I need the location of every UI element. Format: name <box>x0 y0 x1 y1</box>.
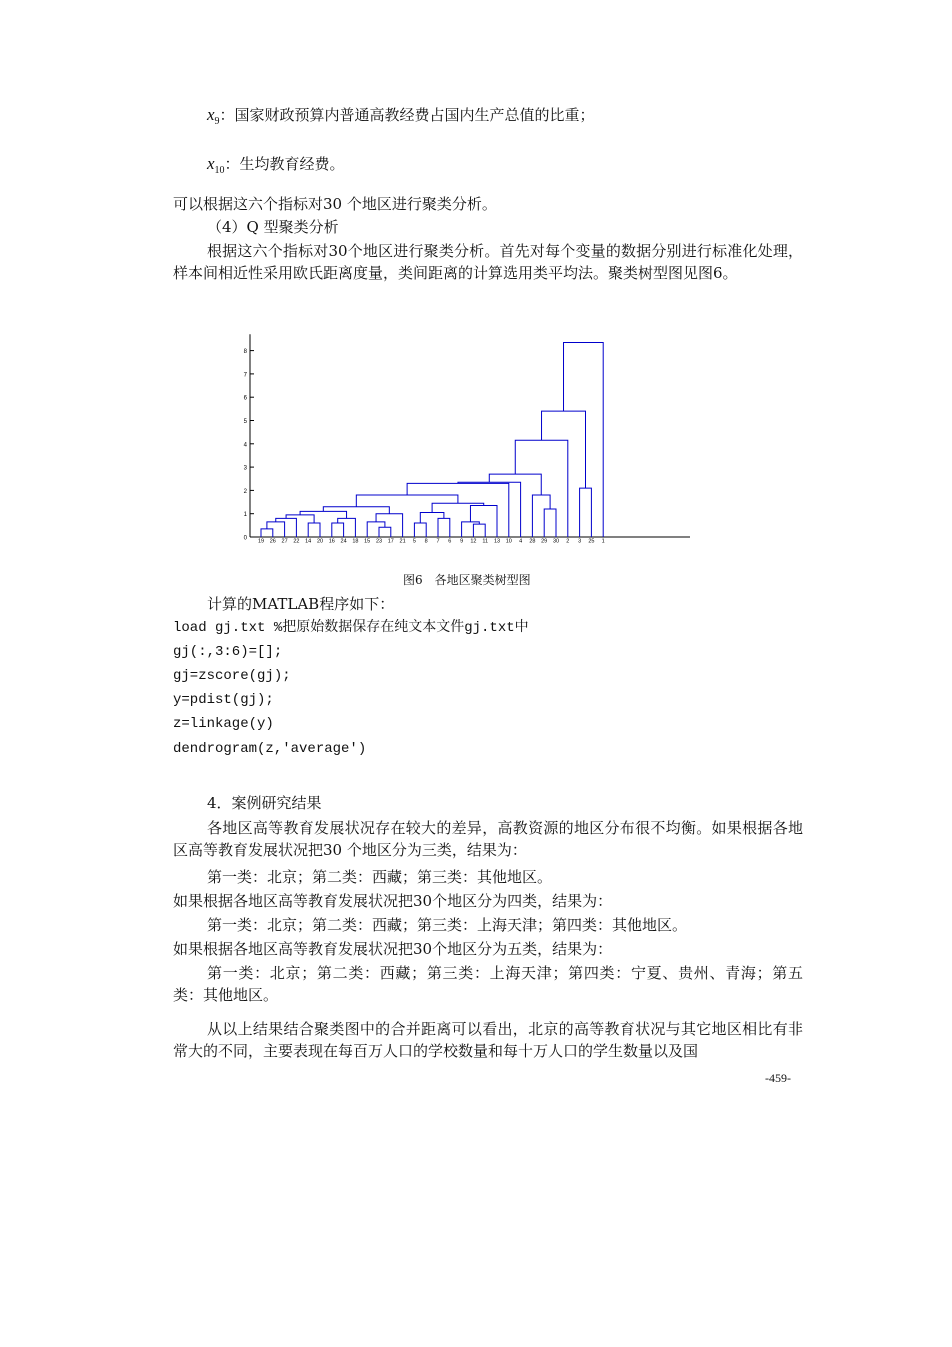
leaf-label: 16 <box>328 538 335 545</box>
y-tick-label: 7 <box>243 372 247 379</box>
dendrogram-link <box>438 518 450 537</box>
y-tick-label: 4 <box>243 442 247 449</box>
dendrogram-link <box>470 506 497 537</box>
leaf-label: 24 <box>340 538 347 545</box>
dendrogram-link <box>308 523 320 537</box>
leaf-label: 8 <box>424 538 428 545</box>
leaf-label: 22 <box>293 538 300 545</box>
dendrogram-link <box>323 507 389 514</box>
leaf-label: 21 <box>399 538 406 545</box>
leaf-label: 11 <box>482 538 489 545</box>
code-line-1: load gj.txt %把原始数据保存在纯文本文件gj.txt中 <box>173 620 529 636</box>
four-class-intro: 如果根据各地区高等教育发展状况把30个地区分为四类，结果为： <box>173 892 613 910</box>
leaf-label: 12 <box>470 538 477 545</box>
dendrogram-link <box>338 518 356 537</box>
three-class-result: 第一类：北京；第二类：西藏；第三类：其他地区。 <box>207 868 553 886</box>
dendrogram-link <box>332 523 344 537</box>
leaf-label: 1 <box>601 538 605 545</box>
five-class-intro: 如果根据各地区高等教育发展状况把30个地区分为五类，结果为： <box>173 940 613 958</box>
dendrogram-link <box>407 483 509 537</box>
dendrogram-link <box>564 342 604 537</box>
dendrogram-link <box>542 411 586 488</box>
code-line-6: dendrogram(z,'average') <box>173 741 367 757</box>
leaf-label: 18 <box>352 538 359 545</box>
dendrogram-link <box>414 523 426 537</box>
results-paragraph-1: 各地区高等教育发展状况存在较大的差异，高教资源的地区分布很不均衡。如果根据各地区高等教育发展状况把30 个地区分为三类，结果为： <box>173 819 803 859</box>
y-tick-label: 5 <box>243 419 247 425</box>
dendrogram-link <box>267 522 285 537</box>
y-tick-label: 1 <box>243 512 247 519</box>
y-tick-label: 3 <box>243 465 247 472</box>
matlab-intro: 计算的MATLAB程序如下： <box>207 595 395 613</box>
var-x10-text: ：生均教育经费。 <box>224 155 345 173</box>
dendrogram-link <box>376 514 403 537</box>
dendrogram-link <box>367 522 385 537</box>
leaf-label: 17 <box>387 538 394 545</box>
y-tick-label: 8 <box>243 349 247 356</box>
var-x10-symbol: $x_{10}$ <box>207 154 225 176</box>
y-tick-label: 0 <box>243 535 247 542</box>
code-line-2: gj(:,3:6)=[]; <box>173 644 283 660</box>
leaf-label: 29 <box>541 538 548 545</box>
leaf-label: 2 <box>566 538 570 545</box>
y-tick-label: 6 <box>243 395 247 402</box>
dendrogram-link <box>489 474 541 495</box>
dendrogram-link <box>458 482 521 537</box>
leaf-label: 28 <box>529 538 536 545</box>
dendrogram-link <box>473 524 485 537</box>
dendrogram-figure <box>228 330 708 550</box>
dendrogram-link <box>432 503 484 512</box>
var-x9-text: ：国家财政预算内普通高教经费占国内生产总值的比重； <box>219 106 595 124</box>
dendrogram-link <box>276 518 297 537</box>
dendrogram-link <box>261 529 273 537</box>
var-x10-line <box>207 153 345 182</box>
figure-caption: 图6 各地区聚类树型图 <box>403 573 531 587</box>
leaf-label: 25 <box>588 538 595 545</box>
leaf-label: 23 <box>375 538 383 545</box>
results-heading: 4．案例研究结果 <box>207 794 322 812</box>
leaf-label: 19 <box>257 538 265 545</box>
leaf-label: 27 <box>281 538 288 545</box>
leaf-label: 13 <box>493 538 501 545</box>
section4-paragraph: 根据这六个指标对30个地区进行聚类分析。首先对每个变量的数据分别进行标准化处理，样本间相近性采用欧氏距离度量，类间距离的计算选用类平均法。聚类树型图见图6。 <box>173 242 803 282</box>
final-paragraph: 从以上结果结合聚类图中的合并距离可以看出，北京的高等教育状况与其它地区相比有非常大的不同，主要表现在每百万人口的学校数量和每十万人口的学生数量以及国 <box>173 1020 803 1060</box>
code-line-3: gj=zscore(gj); <box>173 668 291 684</box>
leaf-label: 4 <box>519 538 523 545</box>
four-class-result: 第一类：北京；第二类：西藏；第三类：上海天津；第四类：其他地区。 <box>207 916 688 934</box>
leaf-label: 30 <box>552 538 560 545</box>
code-line-5: z=linkage(y) <box>173 716 274 732</box>
five-class-result: 第一类：北京；第二类：西藏；第三类：上海天津；第四类：宁夏、贵州、青海；第五类：其他地区。 <box>173 964 803 1004</box>
section4-heading: （4）Q 型聚类分析 <box>207 218 339 236</box>
leaf-label: 7 <box>436 538 440 545</box>
code-line-4: y=pdist(gj); <box>173 692 274 708</box>
dendrogram-link <box>420 513 444 523</box>
dendrogram-link <box>286 515 314 523</box>
var-x9-line <box>207 104 595 133</box>
dendrogram-link <box>544 509 556 537</box>
leaf-label: 3 <box>578 538 582 545</box>
var-x9-symbol: $x_9$ <box>207 105 220 127</box>
intro-line: 可以根据这六个指标对30 个地区进行聚类分析。 <box>173 195 497 213</box>
dendrogram-link <box>356 495 458 507</box>
leaf-label: 26 <box>269 538 276 545</box>
leaf-label: 20 <box>316 538 324 545</box>
leaf-label: 14 <box>305 538 312 545</box>
dendrogram-link <box>379 527 391 537</box>
leaf-label: 10 <box>505 538 512 545</box>
y-tick-label: 2 <box>243 488 247 495</box>
leaf-label: 9 <box>460 538 464 545</box>
leaf-label: 6 <box>448 538 452 545</box>
page-number: -459- <box>765 1071 791 1085</box>
dendrogram-link <box>580 488 592 537</box>
leaf-label: 15 <box>364 538 371 545</box>
leaf-label: 5 <box>412 538 416 545</box>
dendrogram-link <box>532 495 550 537</box>
